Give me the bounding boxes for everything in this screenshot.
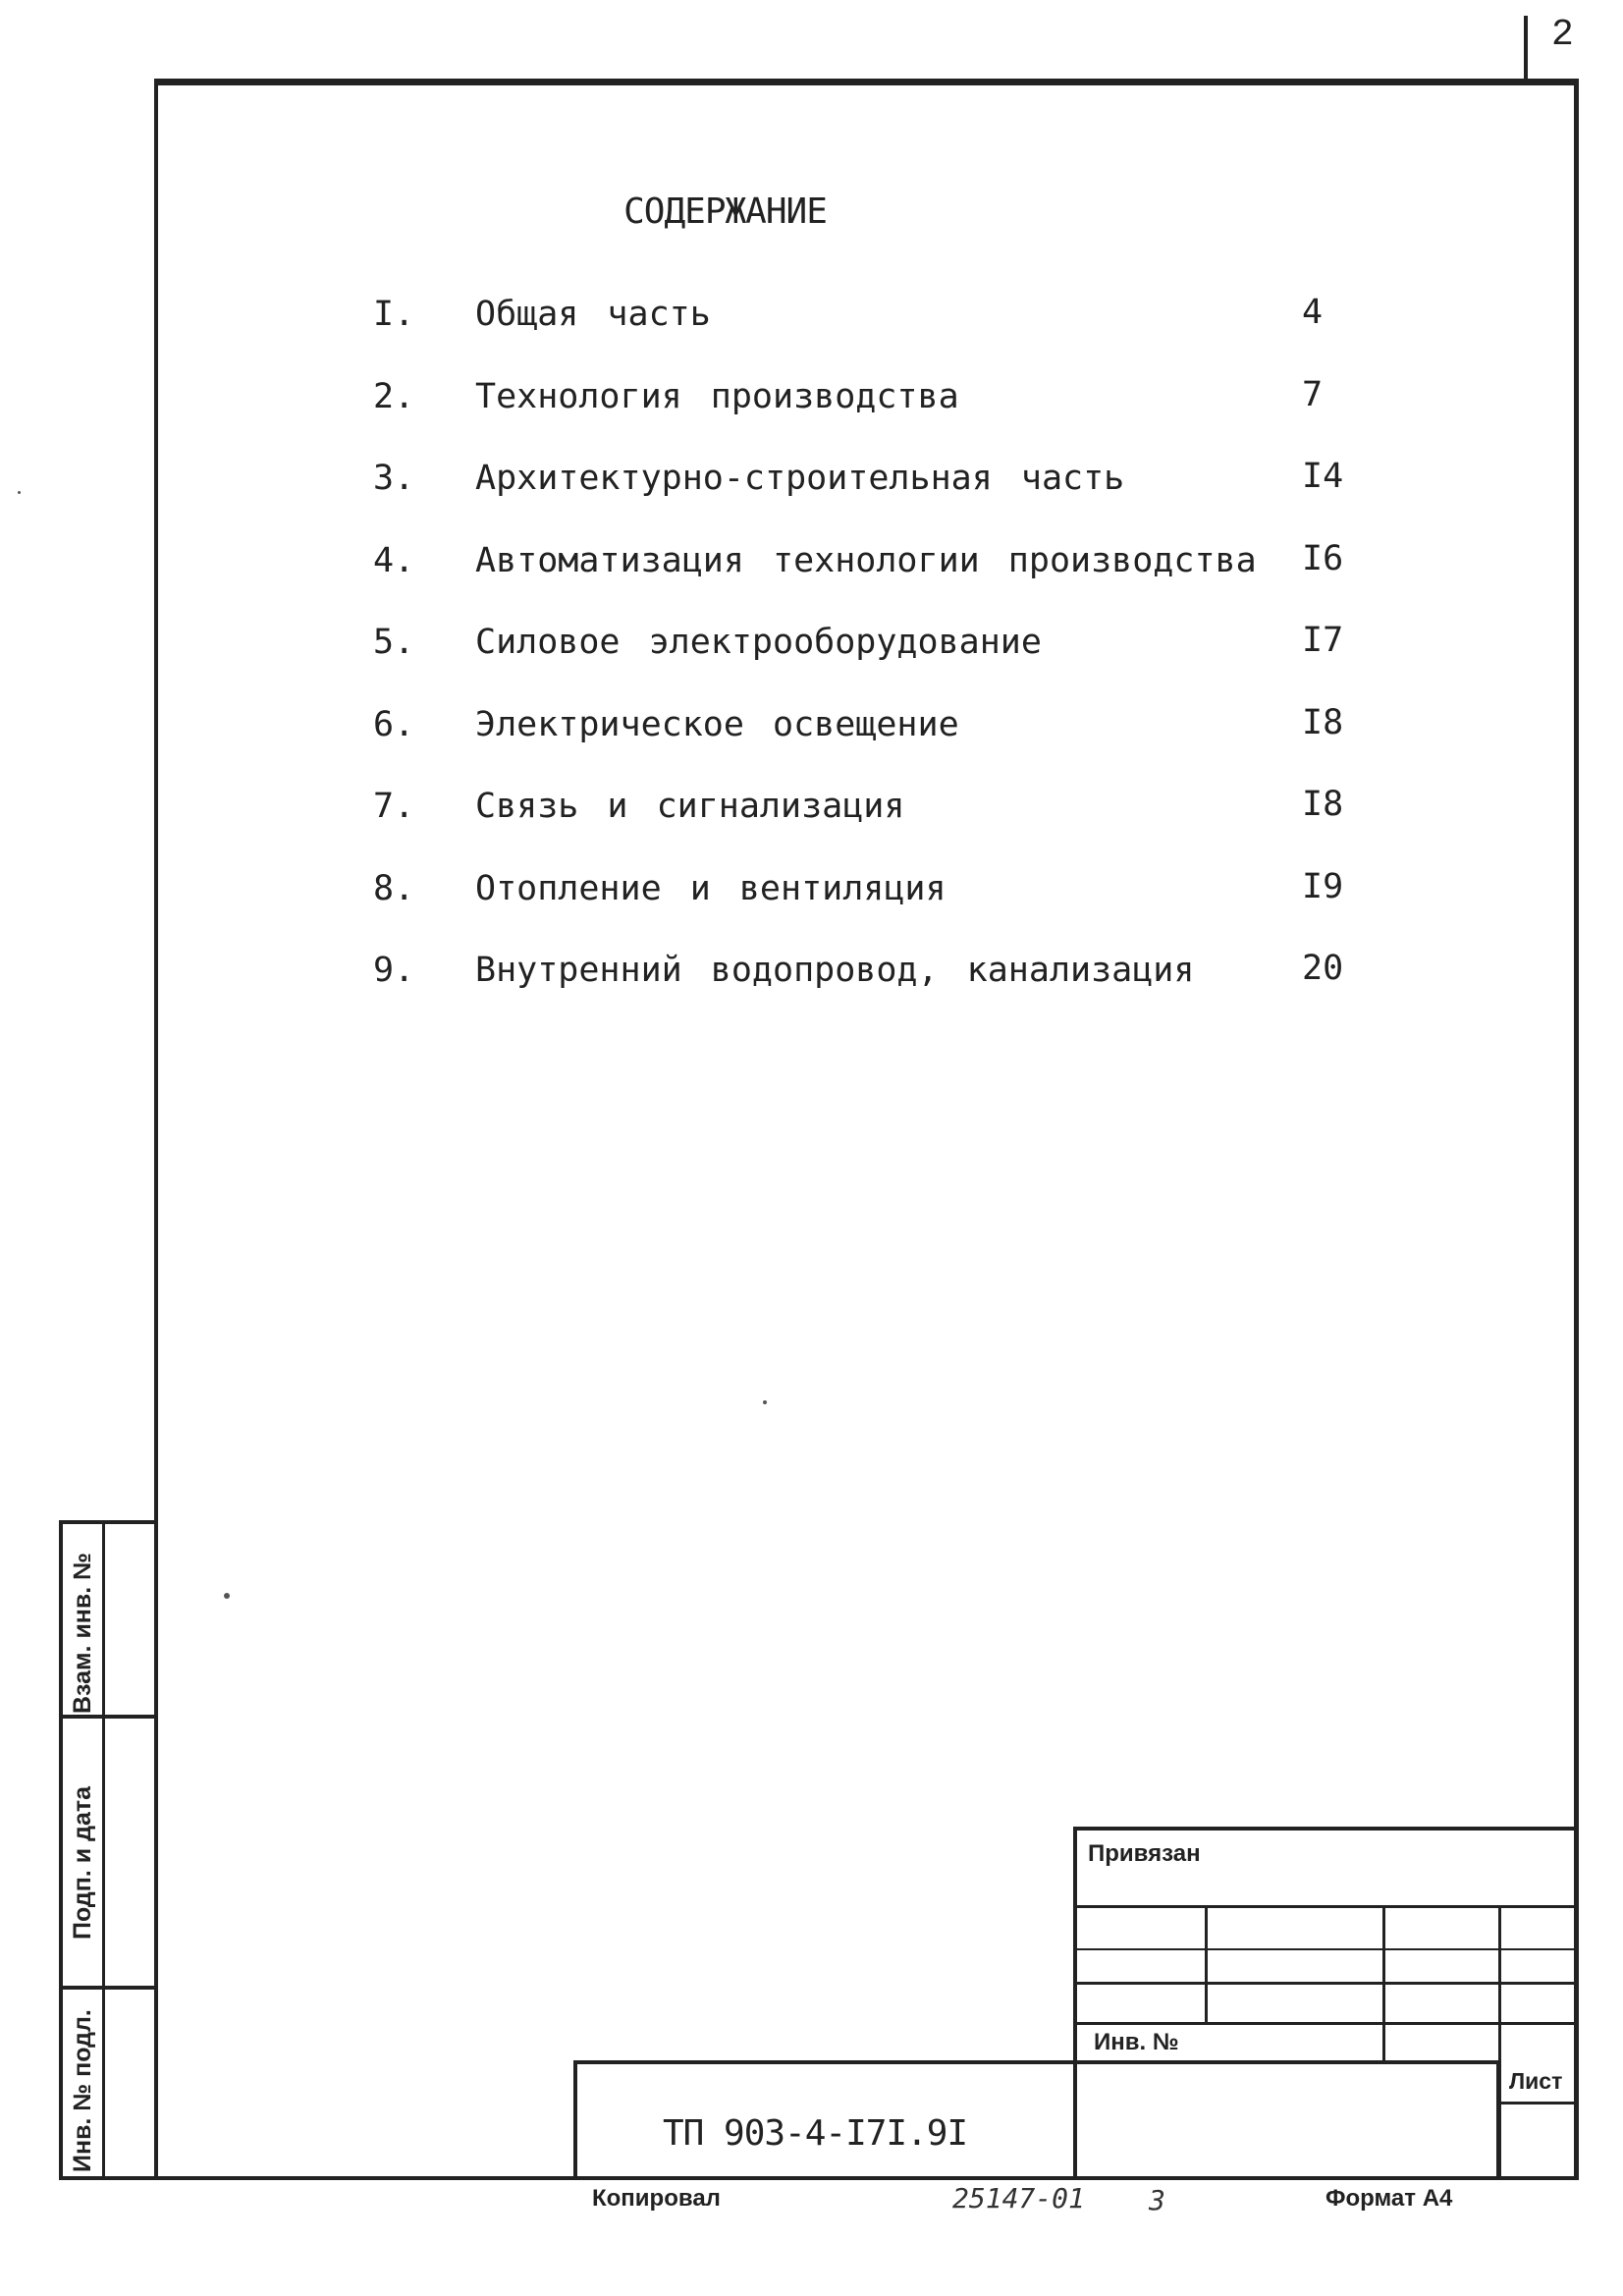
title-block-line (1073, 2022, 1579, 2025)
contents-list (373, 285, 1375, 1023)
side-label-podp-data: Подп. и дата (69, 1785, 96, 1940)
side-stamp-line (59, 1715, 154, 1719)
contents-title (0, 191, 1623, 232)
item-page: I6 (1302, 538, 1344, 578)
scan-speck (224, 1593, 230, 1599)
format-label: Формат А4 (1325, 2185, 1453, 2212)
item-title: Отопление и вентиляция (475, 868, 947, 908)
side-stamp-divider (102, 1520, 105, 2180)
item-page: I8 (1302, 785, 1344, 824)
item-page: I8 (1302, 702, 1344, 742)
item-page: I7 (1302, 621, 1344, 660)
item-title: Общая часть (475, 295, 711, 334)
list-item (373, 613, 1375, 695)
privyazan-label: Привязан (1088, 1840, 1201, 1867)
title-block-line (1073, 1982, 1579, 1985)
document-code: ТП 903-4-I7I.9I (663, 2113, 968, 2154)
list-label: Лист (1509, 2068, 1563, 2094)
title-block-line (1498, 2102, 1579, 2105)
item-title: Связь и сигнализация (475, 787, 905, 826)
list-item (373, 285, 1375, 367)
item-page: 20 (1302, 949, 1344, 988)
item-title: Технология производства (475, 376, 959, 416)
item-number: 9. (373, 951, 415, 990)
list-item (373, 695, 1375, 778)
sheet-number: 2 (1551, 14, 1574, 56)
sheet-number-divider (1524, 16, 1528, 79)
item-number: 5. (373, 623, 415, 662)
title-block-line (1073, 1905, 1579, 1908)
item-number: 6. (373, 704, 415, 744)
item-number: 4. (373, 540, 415, 580)
item-page: I4 (1302, 457, 1344, 496)
item-number: 2. (373, 376, 415, 416)
item-title: Автоматизация технологии производства (475, 540, 1257, 580)
item-number: 7. (373, 787, 415, 826)
title-block-line (1205, 1907, 1208, 2023)
scan-speck (18, 491, 21, 494)
inv-no-label: Инв. № (1094, 2029, 1179, 2055)
side-label-inv-podl: Инв. № подл. (69, 2009, 96, 2172)
item-title: Архитектурно-строительная часть (475, 459, 1125, 498)
item-page: I9 (1302, 866, 1344, 906)
side-stamp-line (59, 1986, 154, 1990)
scan-speck (763, 1400, 767, 1404)
item-page: 4 (1302, 293, 1324, 332)
list-item (373, 941, 1375, 1023)
item-number: 3. (373, 459, 415, 498)
item-number: 8. (373, 868, 415, 908)
kopiroval-label: Копировал (592, 2185, 721, 2212)
contents-title-text: СОДЕРЖАНИЕ (623, 191, 827, 232)
list-item (373, 531, 1375, 614)
item-title: Электрическое освещение (475, 704, 959, 744)
list-item (373, 777, 1375, 859)
item-title: Внутренний водопровод, канализация (475, 951, 1195, 990)
list-item (373, 859, 1375, 942)
item-title: Силовое электрооборудование (475, 623, 1042, 662)
list-item (373, 367, 1375, 450)
order-number: 25147-01 (952, 2182, 1085, 2214)
title-block-line (1073, 1948, 1579, 1950)
list-item (373, 449, 1375, 531)
order-sheet: 3 (1149, 2184, 1165, 2216)
item-number: I. (373, 295, 415, 334)
item-page: 7 (1302, 374, 1324, 414)
title-block-line (1382, 1907, 1385, 2064)
side-label-vzam-inv: Взам. инв. № (69, 1552, 96, 1714)
